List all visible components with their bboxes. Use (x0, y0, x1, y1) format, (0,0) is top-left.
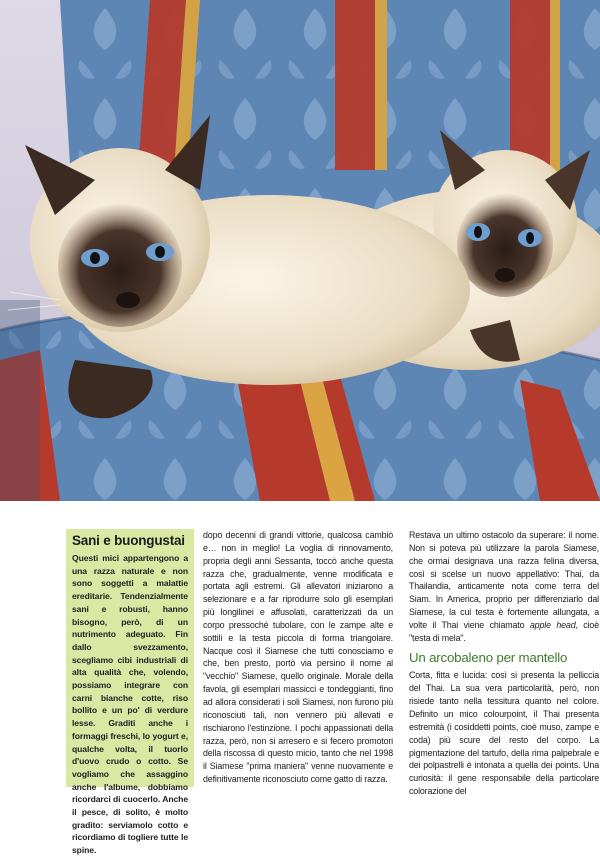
column-3-text-1: Restava un ultimo ostacolo da superare: il nome. Non si poteva più utilizzare la parola Siamese, che ormai designava una razza felina diversa, così si scelse un nuovo appellativo: Thai, da Thailandia, anticamente nota come terra del Siam. In America, proprio per differenziarlo dal Siamese, la cui testa è fortemente allungata, a volte il Thai viene chiamato (409, 530, 599, 630)
column-3 (409, 529, 599, 798)
column-3-text-1-end: , cioè "testa di mela". (409, 619, 599, 643)
apple-head-term: apple head (529, 619, 576, 630)
sidebar-box (66, 529, 194, 856)
column-3-paragraph-1 (409, 529, 599, 645)
sidebar-title: Sani e buongustai (72, 533, 185, 548)
section-heading: Un arcobaleno per mantello (409, 649, 568, 665)
column-2-text: dopo decenni di grandi vittorie, qualcosa cambiò e… non in meglio! La voglia di rinnovamento, propria degli anni Sessanta, toccò anche questa razza che, gradualmente, venne modificata e portata agli estremi. Gli allevatori iniziarono a selezionare e a far riprodurre solo gli esemplari più longilinei e affusolati, caratterizzati da un corpo pressoché tubolare, con le zampe alte e sottili e la testa piccola di forma triangolare. Nacque così il Siamese che tutti conosciamo e che, ben presto, portò via persino il nome al "vecchio" Siamese, quello originale. Morale della favola, gli esemplari massicci e tondeggianti, fino ad allora considerati i soli Siamesi, non furono più riconosciuti tali, non vennero più allevati e rischiarono l'estinzione. I pochi appassionati della razza, però, non si arresero e si fecero promotori della riscossa di questo micio, tanto che nel 1998 il Siamese "prima maniera" venne nuovamente e definitivamente riconosciuto come gatto di razza. (203, 530, 393, 785)
column-2 (203, 529, 393, 786)
column-3-paragraph-2: Corta, fitta e lucida: così si presenta la pelliccia del Thai. La sua vera particolarità, però, non risiede tanto nella tessitura quanto nel colore. Definito un mico colourpoint, il Thai presenta estremità (i cosiddetti points, cioè muso, zampe e coda) più scure del resto del corpo. La pigmentazione del tartufo, della rima palpebrale e dei polpastrelli è intonata a quella dei points. Una curiosità: il gene responsabile della particolare colorazione del (409, 670, 599, 797)
sidebar-text: Questi mici appartengono a una razza naturale e non sono soggetti a malattie ereditarie. Tendenzialmente sani e robusti, hanno bisogno, però, di un nutrimento adeguato. Fin dallo svezzamento, scegliamo cibi industriali di alta qualità che, volendo, possiamo integrare con carni bianche cotte, riso bollito e un po' di verdure lesse. Graditi anche i formaggi freschi, lo yogurt e, qualche volta, il tuorlo d'uovo crudo o cotto. Se vogliamo che assaggino anche l'albume, dobbiamo ricordarci di cuocerlo. Anche il pesce, di solito, è molto gradito: serviamolo cotto e ricordiamo di togliere tutte le spine. (72, 553, 188, 856)
article-body (0, 501, 600, 856)
